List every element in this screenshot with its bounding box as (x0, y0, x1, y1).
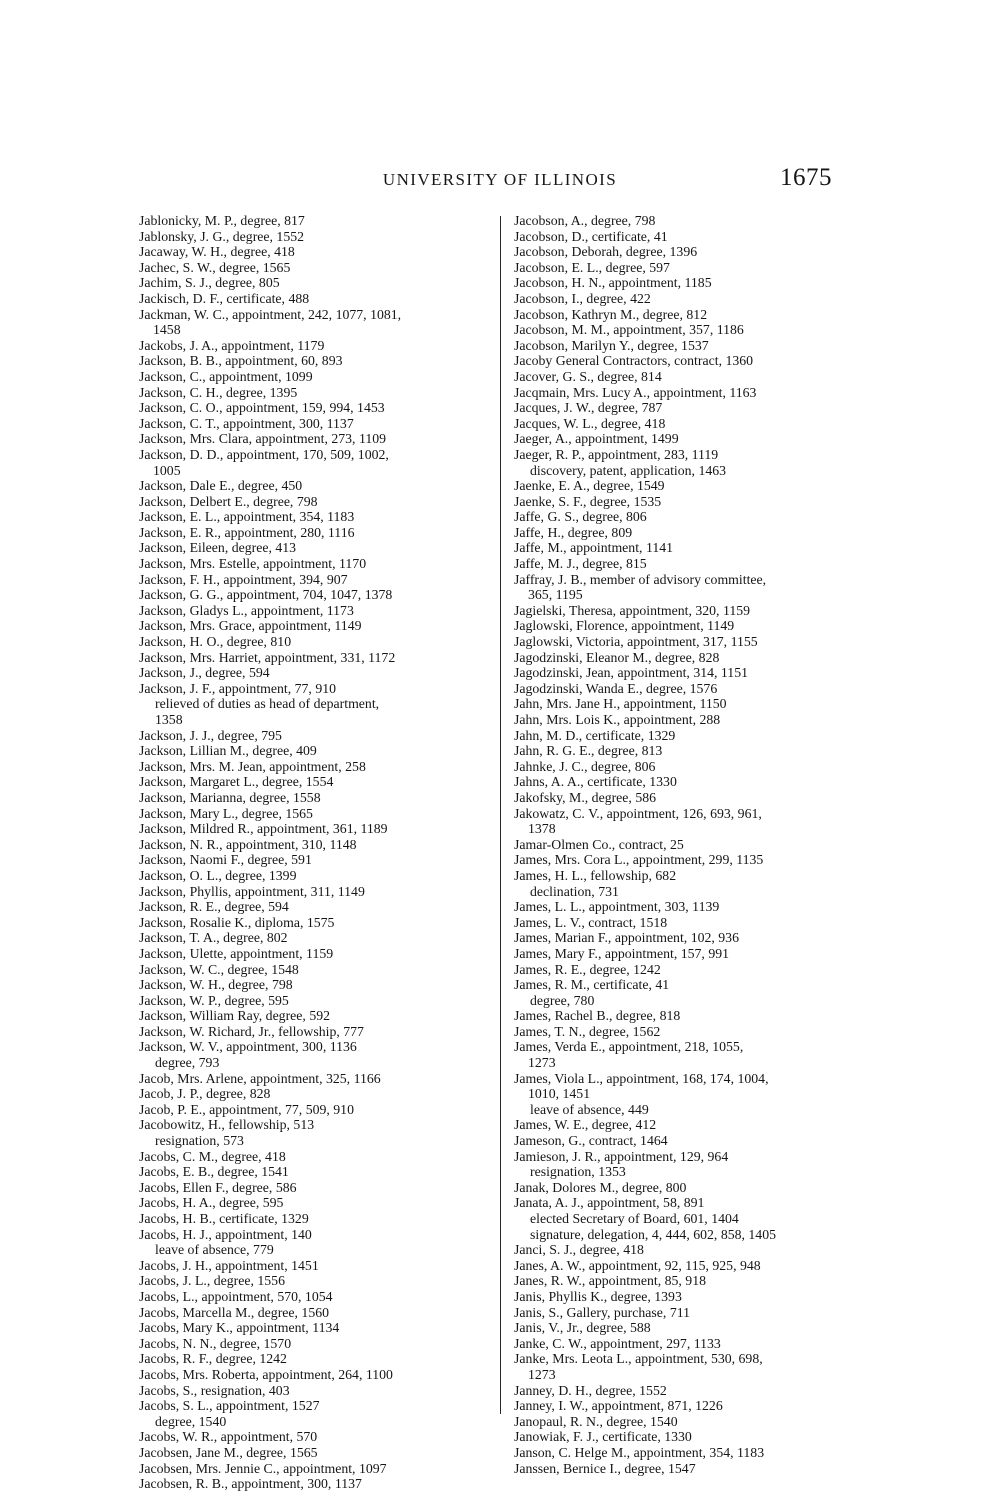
index-entry-continuation: 1378 (528, 821, 556, 837)
index-entry: Jacob, J. P., degree, 828 (139, 1086, 271, 1102)
index-entry: Jakofsky, M., degree, 586 (514, 789, 657, 805)
index-entry-continuation: resignation, 573 (155, 1133, 244, 1149)
index-entry: Jahns, A. A., certificate, 1330 (514, 774, 677, 790)
index-entry: Jackson, Ulette, appointment, 1159 (139, 945, 334, 961)
index-entry: Jackson, Phyllis, appointment, 311, 1149 (139, 883, 365, 899)
index-entry-continuation: 1458 (153, 322, 181, 338)
index-entry: Jacobs, L., appointment, 570, 1054 (139, 1288, 333, 1304)
index-entry: Jackson, E. L., appointment, 354, 1183 (139, 509, 355, 525)
index-entry: Janata, A. J., appointment, 58, 891 (514, 1195, 705, 1211)
index-entry: Jackson, C., appointment, 1099 (139, 368, 313, 384)
index-entry: Jackson, C. H., degree, 1395 (139, 384, 298, 400)
index-entry: Jacobs, N. N., degree, 1570 (139, 1335, 292, 1351)
index-entry: Jackson, C. T., appointment, 300, 1137 (139, 415, 354, 431)
index-column-right (514, 213, 866, 1476)
index-entry: Jacob, Mrs. Arlene, appointment, 325, 1166 (139, 1070, 381, 1086)
index-entry-continuation: discovery, patent, application, 1463 (530, 462, 727, 478)
index-entry-continuation: declination, 731 (530, 883, 619, 899)
index-entry: James, R. E., degree, 1242 (514, 961, 661, 977)
index-entry: Jacobson, M. M., appointment, 357, 1186 (514, 322, 744, 338)
index-entry: Jameson, G., contract, 1464 (514, 1133, 668, 1149)
index-entry-continuation: 1358 (155, 712, 183, 727)
index-entry: Jacobson, Kathryn M., degree, 812 (514, 306, 708, 322)
index-entry: Jackisch, D. F., certificate, 488 (139, 290, 310, 306)
index-entry: Janson, C. Helge M., appointment, 354, 1183 (514, 1444, 765, 1460)
index-entry: Jaenke, E. A., degree, 1549 (514, 478, 665, 494)
index-entry: Jackobs, J. A., appointment, 1179 (139, 337, 325, 353)
index-entry: Janes, R. W., appointment, 85, 918 (514, 1273, 706, 1289)
index-entry: Jackson, W. H., degree, 798 (139, 977, 293, 993)
index-entry-continuation: 1010, 1451 (528, 1086, 591, 1102)
index-entry: Jacobson, A., degree, 798 (514, 213, 656, 228)
index-entry: Jackson, B. B., appointment, 60, 893 (139, 353, 343, 369)
index-entry: Jacover, G. S., degree, 814 (514, 368, 662, 384)
index-entry: Jacobs, W. R., appointment, 570 (139, 1429, 318, 1445)
index-entry: Jackson, Lillian M., degree, 409 (139, 743, 317, 759)
index-entry-continuation: 365, 1195 (528, 587, 583, 603)
index-entry: Jahn, Mrs. Lois K., appointment, 288 (514, 712, 721, 727)
index-entry: Jackson, W. P., degree, 595 (139, 992, 289, 1008)
index-entry: James, R. M., certificate, 41 (514, 977, 670, 993)
index-entry-continuation: 1005 (153, 462, 181, 478)
page-header-title: UNIVERSITY OF ILLINOIS (382, 170, 618, 189)
index-entry: Jacqmain, Mrs. Lucy A., appointment, 1163 (514, 384, 757, 400)
index-entry: Jackson, Mrs. Harriet, appointment, 331, 1172 (139, 649, 396, 665)
index-entry-continuation: 1273 (528, 1366, 556, 1382)
index-entry: Jacobs, J. L., degree, 1556 (139, 1273, 285, 1289)
index-entry: Janopaul, R. N., degree, 1540 (514, 1413, 678, 1429)
index-entry: Jackson, W. C., degree, 1548 (139, 961, 299, 977)
index-entry: Jacques, W. L., degree, 418 (514, 415, 666, 431)
index-entry: Janes, A. W., appointment, 92, 115, 925, 948 (514, 1257, 761, 1273)
index-entry: Jablonsky, J. G., degree, 1552 (139, 228, 305, 244)
index-entry: Jackson, W. V., appointment, 300, 1136 (139, 1039, 357, 1055)
index-entry: James, Marian F., appointment, 102, 936 (514, 930, 739, 946)
index-entry: Jackson, Mrs. Clara, appointment, 273, 1109 (139, 431, 387, 447)
index-entry: Jacobson, D., certificate, 41 (514, 228, 668, 244)
index-entry: Jackson, Mrs. Estelle, appointment, 1170 (139, 556, 367, 572)
index-entry: James, Mrs. Cora L., appointment, 299, 1135 (514, 852, 764, 868)
index-entry: Janowiak, F. J., certificate, 1330 (514, 1429, 692, 1445)
index-entry: Jamieson, J. R., appointment, 129, 964 (514, 1148, 729, 1164)
index-entry: Jacobs, S., resignation, 403 (139, 1382, 290, 1398)
index-entry: Jahnke, J. C., degree, 806 (514, 758, 656, 774)
index-entry: Jacobsen, Jane M., degree, 1565 (139, 1444, 318, 1460)
index-entry: Jachim, S. J., degree, 805 (139, 275, 280, 291)
index-entry: Jackson, Margaret L., degree, 1554 (139, 774, 334, 790)
index-entry: Jackson, O. L., degree, 1399 (139, 867, 297, 883)
index-entry: Jackson, J. J., degree, 795 (139, 727, 282, 743)
index-column-left (139, 213, 491, 1492)
index-entry: Jagodzinski, Wanda E., degree, 1576 (514, 680, 718, 696)
index-entry: Jackson, William Ray, degree, 592 (139, 1008, 331, 1024)
index-entry: Jacobs, Ellen F., degree, 586 (139, 1179, 297, 1195)
index-entry: Jacobs, Mary K., appointment, 1134 (139, 1320, 340, 1336)
index-entry: Jackson, E. R., appointment, 280, 1116 (139, 524, 355, 540)
index-entry: James, W. E., degree, 412 (514, 1117, 657, 1133)
index-entry: Jacobs, Mrs. Roberta, appointment, 264, 1100 (139, 1366, 393, 1382)
index-entry: Jackson, R. E., degree, 594 (139, 899, 289, 915)
index-entry: Jackson, G. G., appointment, 704, 1047, 1378 (139, 587, 393, 603)
index-entry: Jahn, R. G. E., degree, 813 (514, 743, 663, 759)
index-entry: Jagodzinski, Jean, appointment, 314, 1151 (514, 665, 749, 681)
index-entry-continuation: signature, delegation, 4, 444, 602, 858, 1405 (530, 1226, 777, 1242)
index-entry: James, L. L., appointment, 303, 1139 (514, 899, 720, 915)
index-entry: Jakowatz, C. V., appointment, 126, 693, 961, (514, 805, 762, 821)
index-entry: Jaffe, M. J., degree, 815 (514, 556, 647, 572)
index-entry: Janney, D. H., degree, 1552 (514, 1382, 667, 1398)
index-entry: Jaenke, S. F., degree, 1535 (514, 493, 662, 509)
index-entry: James, T. N., degree, 1562 (514, 1023, 661, 1039)
index-entry: Jacobs, Marcella M., degree, 1560 (139, 1304, 330, 1320)
index-entry: Jaffe, G. S., degree, 806 (514, 509, 647, 525)
index-entry-continuation: 1273 (528, 1055, 556, 1071)
index-entry: Jackson, N. R., appointment, 310, 1148 (139, 836, 357, 852)
index-entry: Jagodzinski, Eleanor M., degree, 828 (514, 649, 720, 665)
index-entry: Jackman, W. C., appointment, 242, 1077, 1081, (139, 306, 402, 322)
index-entry: Jacobson, H. N., appointment, 1185 (514, 275, 712, 291)
index-entry: Jamar-Olmen Co., contract, 25 (514, 836, 684, 852)
index-entry: Janke, Mrs. Leota L., appointment, 530, 698, (514, 1351, 763, 1367)
index-entry: Jacobsen, R. B., appointment, 300, 1137 (139, 1476, 362, 1492)
index-entry: Jackson, J. F., appointment, 77, 910 (139, 680, 337, 696)
index-entry-continuation: leave of absence, 449 (530, 1101, 649, 1117)
index-entry: Janak, Dolores M., degree, 800 (514, 1179, 687, 1195)
index-entry: Janney, I. W., appointment, 871, 1226 (514, 1398, 723, 1414)
index-entry: Janis, S., Gallery, purchase, 711 (514, 1304, 690, 1320)
index-entry: Jachec, S. W., degree, 1565 (139, 259, 291, 275)
index-entry: Jacobs, C. M., degree, 418 (139, 1148, 286, 1164)
index-entry: Jackson, D. D., appointment, 170, 509, 1002, (139, 446, 389, 462)
index-entry: Jaglowski, Victoria, appointment, 317, 1155 (514, 634, 758, 650)
index-entry: Jacobs, H. J., appointment, 140 (139, 1226, 312, 1242)
index-entry: Jacobs, S. L., appointment, 1527 (139, 1398, 320, 1414)
index-entry: Jaffe, M., appointment, 1141 (514, 540, 674, 556)
index-entry: Jaffe, H., degree, 809 (514, 524, 633, 540)
index-entry-continuation: degree, 793 (155, 1055, 220, 1071)
index-entry: James, Viola L., appointment, 168, 174, 1004, (514, 1070, 769, 1086)
index-entry: Janis, V., Jr., degree, 588 (514, 1320, 651, 1336)
index-entry: Jaeger, R. P., appointment, 283, 1119 (514, 446, 719, 462)
index-entry: Jahn, M. D., certificate, 1329 (514, 727, 676, 743)
index-entry: Jacobs, R. F., degree, 1242 (139, 1351, 287, 1367)
index-entry: Jackson, Marianna, degree, 1558 (139, 789, 321, 805)
index-entry: James, Mary F., appointment, 157, 991 (514, 945, 730, 961)
index-entry: Jacobson, E. L., degree, 597 (514, 259, 670, 275)
index-entry: Jacobowitz, H., fellowship, 513 (139, 1117, 315, 1133)
index-entry: Jacob, P. E., appointment, 77, 509, 910 (139, 1101, 354, 1117)
index-entry: Jackson, Mary L., degree, 1565 (139, 805, 313, 821)
index-entry: Jagielski, Theresa, appointment, 320, 1159 (514, 602, 751, 618)
index-entry: Jacobson, I., degree, 422 (514, 290, 651, 306)
index-entry: Jackson, Gladys L., appointment, 1173 (139, 602, 354, 618)
index-entry: Janci, S. J., degree, 418 (514, 1242, 644, 1258)
index-entry-continuation: resignation, 1353 (530, 1164, 626, 1180)
index-entry: Jackson, J., degree, 594 (139, 665, 270, 681)
index-entry: Jackson, Mrs. M. Jean, appointment, 258 (139, 758, 366, 774)
index-entry: Jacobsen, Mrs. Jennie C., appointment, 1097 (139, 1460, 387, 1476)
index-entry: Jablonicky, M. P., degree, 817 (139, 213, 305, 228)
index-entry: Janis, Phyllis K., degree, 1393 (514, 1288, 682, 1304)
index-entry: Jackson, F. H., appointment, 394, 907 (139, 571, 348, 587)
index-entry: Jacoby General Contractors, contract, 1360 (514, 353, 754, 369)
index-entry: Jackson, Dale E., degree, 450 (139, 478, 303, 494)
index-entry: Jahn, Mrs. Jane H., appointment, 1150 (514, 696, 727, 712)
index-entry: Jacobs, H. A., degree, 595 (139, 1195, 284, 1211)
index-entry: Jackson, T. A., degree, 802 (139, 930, 288, 946)
index-entry: Jaeger, A., appointment, 1499 (514, 431, 679, 447)
index-entry: Jackson, Mildred R., appointment, 361, 1189 (139, 821, 388, 837)
index-entry: Jacaway, W. H., degree, 418 (139, 244, 295, 260)
page-number: 1675 (780, 164, 832, 191)
index-entry: James, H. L., fellowship, 682 (514, 867, 677, 883)
index-entry-continuation: elected Secretary of Board, 601, 1404 (530, 1211, 739, 1226)
index-entry: Janssen, Bernice I., degree, 1547 (514, 1460, 696, 1476)
index-entry: Jacobson, Deborah, degree, 1396 (514, 244, 698, 260)
index-entry: Jackson, H. O., degree, 810 (139, 634, 292, 650)
column-divider (500, 216, 501, 1414)
index-entry-continuation: leave of absence, 779 (155, 1242, 274, 1258)
index-entry: Jackson, Rosalie K., diploma, 1575 (139, 914, 335, 930)
index-entry: Jackson, Eileen, degree, 413 (139, 540, 297, 556)
index-entry: Jacobs, E. B., degree, 1541 (139, 1164, 289, 1180)
index-entry: Jackson, C. O., appointment, 159, 994, 1453 (139, 400, 385, 416)
index-entry: Jaglowski, Florence, appointment, 1149 (514, 618, 735, 634)
index-entry: James, L. V., contract, 1518 (514, 914, 668, 930)
index-entry-continuation: relieved of duties as head of department, (155, 696, 380, 712)
index-entry: Jacobson, Marilyn Y., degree, 1537 (514, 337, 709, 353)
index-entry: Jackson, Naomi F., degree, 591 (139, 852, 312, 868)
index-entry: Janke, C. W., appointment, 297, 1133 (514, 1335, 721, 1351)
index-entry: Jackson, Delbert E., degree, 798 (139, 493, 318, 509)
index-entry: James, Verda E., appointment, 218, 1055, (514, 1039, 744, 1055)
index-entry: Jaffray, J. B., member of advisory committee, (514, 571, 767, 587)
index-entry: Jackson, Mrs. Grace, appointment, 1149 (139, 618, 362, 634)
index-entry: James, Rachel B., degree, 818 (514, 1008, 681, 1024)
index-entry: Jacques, J. W., degree, 787 (514, 400, 663, 416)
index-entry: Jacobs, H. B., certificate, 1329 (139, 1211, 309, 1226)
index-entry-continuation: degree, 780 (530, 992, 595, 1008)
index-entry: Jacobs, J. H., appointment, 1451 (139, 1257, 319, 1273)
index-entry: Jackson, W. Richard, Jr., fellowship, 777 (139, 1023, 364, 1039)
index-entry-continuation: degree, 1540 (155, 1413, 227, 1429)
